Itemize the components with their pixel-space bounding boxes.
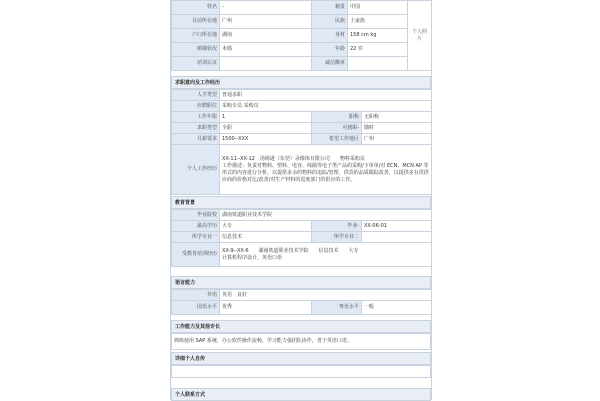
ethnicity-label: 民族 bbox=[312, 15, 348, 29]
mandarin-label: 国语水平 bbox=[172, 301, 220, 315]
title-value: 无职称 bbox=[362, 112, 432, 123]
job-row bbox=[172, 145, 432, 195]
job-type-label: 求职类型 bbox=[172, 123, 220, 134]
skills-text: 熟练使用 SAP 系统，办公软件操作流畅，学习能力强团队协作，善于英语口语。 bbox=[172, 334, 431, 350]
job-row bbox=[172, 123, 432, 134]
hukou-value: 湖南 bbox=[220, 29, 312, 43]
foreign-lang-value: 英语 良好 bbox=[220, 290, 432, 301]
basic-info-block bbox=[171, 0, 431, 71]
lang-row bbox=[172, 301, 432, 315]
edu-row bbox=[172, 210, 432, 221]
work-area-value: 广州 bbox=[362, 134, 432, 145]
self-text bbox=[172, 366, 431, 378]
name-label: 姓名 bbox=[172, 1, 220, 15]
job-table bbox=[171, 89, 432, 195]
graduation-label: 毕业- bbox=[312, 221, 362, 232]
lang-table bbox=[171, 289, 432, 315]
availability-label: 可到职- bbox=[312, 123, 362, 134]
integrity-badge-value bbox=[348, 57, 408, 71]
salary-value: 1500--XXX bbox=[220, 134, 312, 145]
degree-value: 大专 bbox=[220, 221, 312, 232]
job-block bbox=[171, 76, 431, 195]
lang-block bbox=[171, 276, 431, 315]
degree-label: 最高学历 bbox=[172, 221, 220, 232]
edu-section-title: 教育背景 bbox=[171, 196, 431, 209]
salary-label: 月薪要求 bbox=[172, 134, 220, 145]
marital-label: 婚姻状况 bbox=[172, 43, 220, 57]
job-row bbox=[172, 134, 432, 145]
height-value: 158 cm kg bbox=[348, 29, 408, 43]
basic-row bbox=[172, 1, 432, 15]
contact-section-title: 个人联系方式 bbox=[171, 388, 431, 401]
position-label: 应聘职位 bbox=[172, 101, 220, 112]
self-section-title: 详细个人自传 bbox=[171, 352, 431, 365]
edu-block bbox=[171, 196, 431, 267]
training-cert-label: 培训认证 bbox=[172, 57, 220, 71]
job-row bbox=[172, 101, 432, 112]
major1-label: 所学专业一 bbox=[172, 232, 220, 243]
contact-block bbox=[171, 388, 431, 401]
major1-value: 信息技术 bbox=[220, 232, 312, 243]
edu-row bbox=[172, 221, 432, 232]
job-row bbox=[172, 90, 432, 101]
cantonese-value: 一般 bbox=[362, 301, 432, 315]
height-label: 身材 bbox=[312, 29, 348, 43]
major2-label: 所学专业二 bbox=[312, 232, 362, 243]
hukou-label: 户口所在地 bbox=[172, 29, 220, 43]
basic-row bbox=[172, 29, 432, 43]
location-value: 广州 bbox=[220, 15, 312, 29]
availability-value: 随时 bbox=[362, 123, 432, 134]
basic-info-table bbox=[171, 0, 432, 71]
job-type-value: 全职 bbox=[220, 123, 312, 134]
self-table bbox=[171, 365, 431, 378]
edu-row bbox=[172, 232, 432, 243]
work-years-value: 1 bbox=[220, 112, 312, 123]
basic-row bbox=[172, 57, 432, 71]
job-section-title: 求职意向及工作经历 bbox=[171, 76, 431, 89]
graduation-value: XX-06-01 bbox=[362, 221, 432, 232]
lang-row bbox=[172, 290, 432, 301]
talent-type-label: 人才类型 bbox=[172, 90, 220, 101]
skills-table bbox=[171, 333, 431, 350]
lang-section-title: 语言能力 bbox=[171, 276, 431, 289]
name-value: - bbox=[220, 1, 312, 15]
talent-type-value: 普通求职 bbox=[220, 90, 432, 101]
work-years-label: 工作年限 bbox=[172, 112, 220, 123]
position-value: 采购专员 采购员 bbox=[220, 101, 432, 112]
self-row bbox=[172, 366, 431, 378]
work-area-label: 希望工作地区 bbox=[312, 134, 362, 145]
skills-block bbox=[171, 320, 431, 350]
school-label: 毕业院校 bbox=[172, 210, 220, 221]
major2-value bbox=[362, 232, 432, 243]
basic-row bbox=[172, 43, 432, 57]
cantonese-label: 粤语水平 bbox=[312, 301, 362, 315]
photo-placeholder: 个人照片 bbox=[408, 1, 432, 71]
integrity-badge-label: 诚信徽章 bbox=[312, 57, 348, 71]
ethnicity-value: 土家族 bbox=[348, 15, 408, 29]
skills-section-title: 工作能力及其他专长 bbox=[171, 320, 431, 333]
origin-label: 籍贯 bbox=[312, 1, 348, 15]
age-value: 22 岁 bbox=[348, 43, 408, 57]
training-exp-label: 受教育培训经历 bbox=[172, 243, 220, 267]
work-exp-label: 个人工作经历 bbox=[172, 145, 220, 195]
basic-row bbox=[172, 15, 432, 29]
training-cert-value bbox=[220, 57, 312, 71]
mandarin-value: 优秀 bbox=[220, 301, 312, 315]
foreign-lang-label: 外语 bbox=[172, 290, 220, 301]
edu-row bbox=[172, 243, 432, 267]
resume-sheet bbox=[170, 0, 432, 400]
skills-row bbox=[172, 334, 431, 350]
title-label: 职称 bbox=[312, 112, 362, 123]
origin-value: 中国 bbox=[348, 1, 408, 15]
training-exp-text: XX-9--XX-6 湖南铁道职业技术学院 信息技术 大专 计算机程序设计，英语口语 bbox=[220, 243, 432, 267]
age-label: 年龄 bbox=[312, 43, 348, 57]
location-label: 目前所在地 bbox=[172, 15, 220, 29]
school-value: 湖南铁道职业技术学院 bbox=[220, 210, 432, 221]
job-row bbox=[172, 112, 432, 123]
work-exp-text: XX-11--XX-12 汤姆逊（东莞）录像体有限公司 物料采购员 工作描述：负责对物料、塑料、电容、线圈等电子类产品的采购/下单单/对 ECN、MCN AP 等形式的内容进行分析，以提供多余的物料的追踪/管理，供货的品质跟踪改善，以提供多有供供应商的价格对比/改善/对生产材料的进度部门的供应的工作。 bbox=[220, 145, 432, 195]
self-block bbox=[171, 352, 431, 378]
marital-value: 未婚 bbox=[220, 43, 312, 57]
edu-table bbox=[171, 209, 432, 267]
